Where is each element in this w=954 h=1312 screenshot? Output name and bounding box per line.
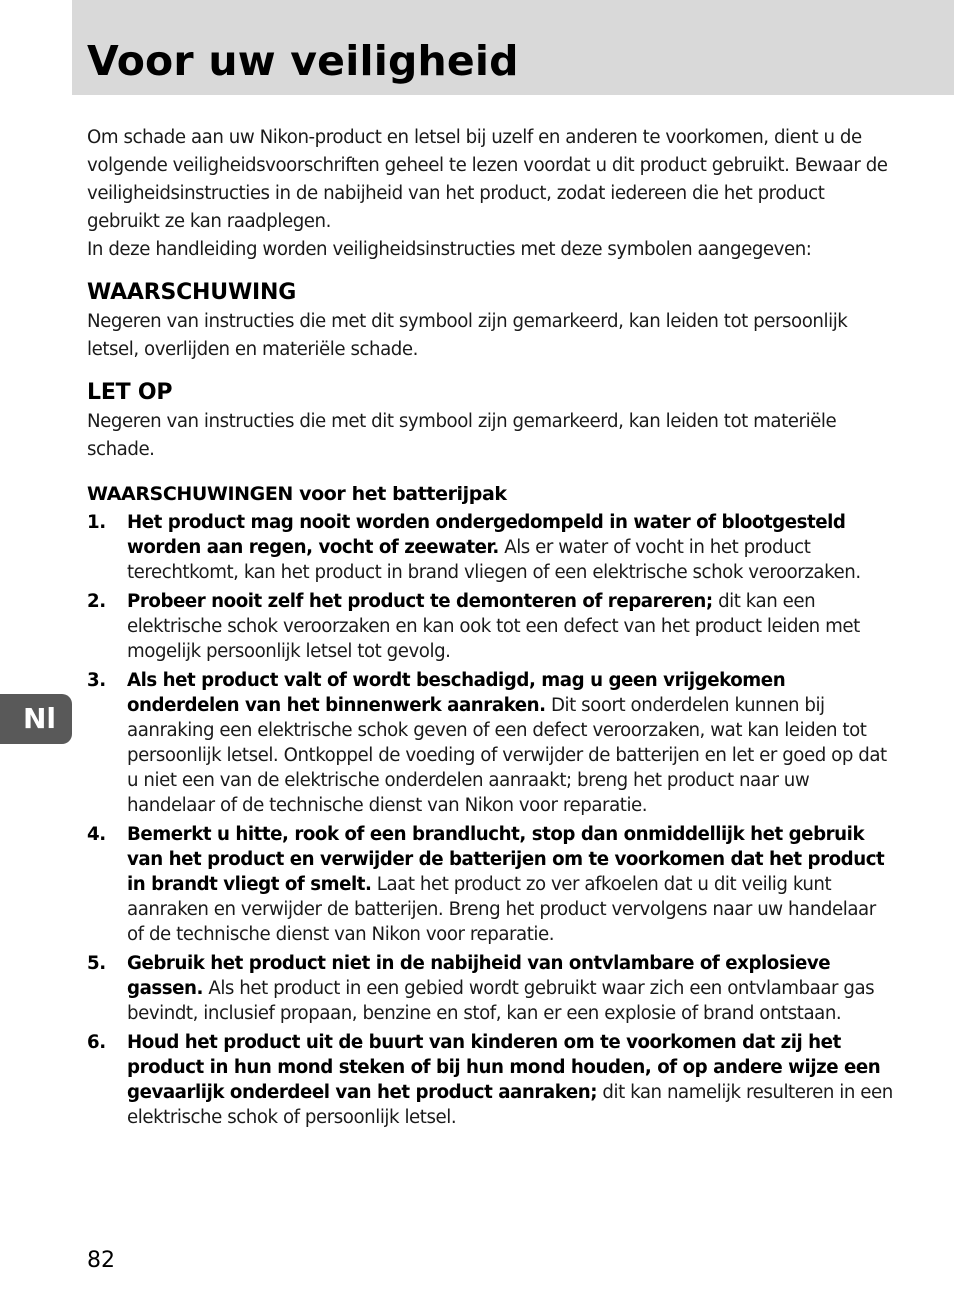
list-item-number: 5.	[87, 953, 106, 974]
caution-heading: LET OP	[87, 380, 173, 405]
list-item-text: dit kan namelijk resulteren in een elektrische schok of persoonlijk letsel.	[127, 1082, 893, 1128]
intro-paragraph: Om schade aan uw Nikon-product en letsel bij uzelf en anderen te voorkomen, dient u de volgende veiligheidsvoorschriften geheel te lezen voordat u dit product gebruikt. Bewaar de veiligheidsinstructies in de nabijheid van het product, zodat iedereen die het product gebruikt ze kan raadplegen.	[87, 127, 888, 232]
list-item-text: Laat het product zo ver afkoelen dat u dit veilig kunt aanraken en verwijder de batterijen. Breng het product vervolgens naar uw handelaar of de technische dienst van Nikon voor reparatie.	[127, 874, 876, 945]
warning-description: Negeren van instructies die met dit symbool zijn gemarkeerd, kan leiden tot persoonlijk letsel, overlijden en materiële schade.	[87, 311, 848, 360]
list-item-number: 4.	[87, 824, 106, 845]
page-content	[87, 124, 895, 1134]
list-item-number: 1.	[87, 512, 106, 533]
list-item-bold-text: Als het product valt of wordt beschadigd, mag u geen vrijgekomen onderdelen van het binnenwerk aanraken.	[127, 670, 786, 716]
language-tab-label: Nl	[22, 702, 56, 735]
list-item	[87, 589, 895, 664]
list-item	[87, 1030, 895, 1130]
list-item-text: Als er water of vocht in het product terechtkomt, kan het product in brand vliegen of een elektrische schok veroorzaken.	[127, 537, 861, 583]
list-item-number: 2.	[87, 591, 106, 612]
warning-heading: WAARSCHUWING	[87, 280, 297, 305]
list-item-number: 6.	[87, 1032, 106, 1053]
battery-warnings-list	[87, 510, 895, 1130]
caution-description: Negeren van instructies die met dit symbool zijn gemarkeerd, kan leiden tot materiële schade.	[87, 411, 837, 460]
language-tab	[0, 694, 72, 744]
list-item-bold-text: Gebruik het product niet in de nabijheid van ontvlambare of explosieve gassen.	[127, 953, 831, 999]
list-item-bold-text: Bemerkt u hitte, rook of een brandlucht, stop dan onmiddellijk het gebruik van het product en verwijder de batterijen om te voorkomen dat het product in brandt vliegt of smelt.	[127, 824, 885, 895]
list-item	[87, 951, 895, 1026]
intro-symbols-note: In deze handleiding worden veiligheidsinstructies met deze symbolen aangegeven:	[87, 239, 812, 260]
list-item-text: Dit soort onderdelen kunnen bij aanraking een elektrische schok geven of een defect veroorzaken, wat kan leiden tot persoonlijk letsel. Ontkoppel de voeding of verwijder de batterijen en let er goed op dat u niet een van de elektrische onderdelen aanraakt; breng het product naar uw handelaar of de technische dienst van Nikon voor reparatie.	[127, 695, 887, 816]
list-item	[87, 822, 895, 947]
list-item	[87, 668, 895, 818]
list-item-text: Als het product in een gebied wordt gebruikt waar zich een ontvlambaar gas bevindt, inclusief propaan, benzine en stof, kan er een explosie of brand ontstaan.	[127, 978, 875, 1024]
list-item-text: dit kan een elektrische schok veroorzaken en kan ook tot een defect van het product leiden met mogelijk persoonlijk letsel tot gevolg.	[127, 591, 860, 662]
list-item-number: 3.	[87, 670, 106, 691]
page-number: 82	[87, 1248, 115, 1273]
list-item-bold-text: Probeer nooit zelf het product te demonteren of repareren;	[127, 591, 713, 612]
list-item-bold-text: Het product mag nooit worden ondergedompeld in water of blootgesteld worden aan regen, vocht of zeewater.	[127, 512, 846, 558]
page-title: Voor uw veiligheid	[87, 37, 519, 85]
list-item	[87, 510, 895, 585]
battery-warnings-heading: WAARSCHUWINGEN voor het batterijpak	[87, 483, 507, 505]
list-item-bold-text: Houd het product uit de buurt van kinderen om te voorkomen dat zij het product in hun mond steken of bij hun mond houden, of op andere wijze een gevaarlijk onderdeel van het product aanraken;	[127, 1032, 881, 1103]
